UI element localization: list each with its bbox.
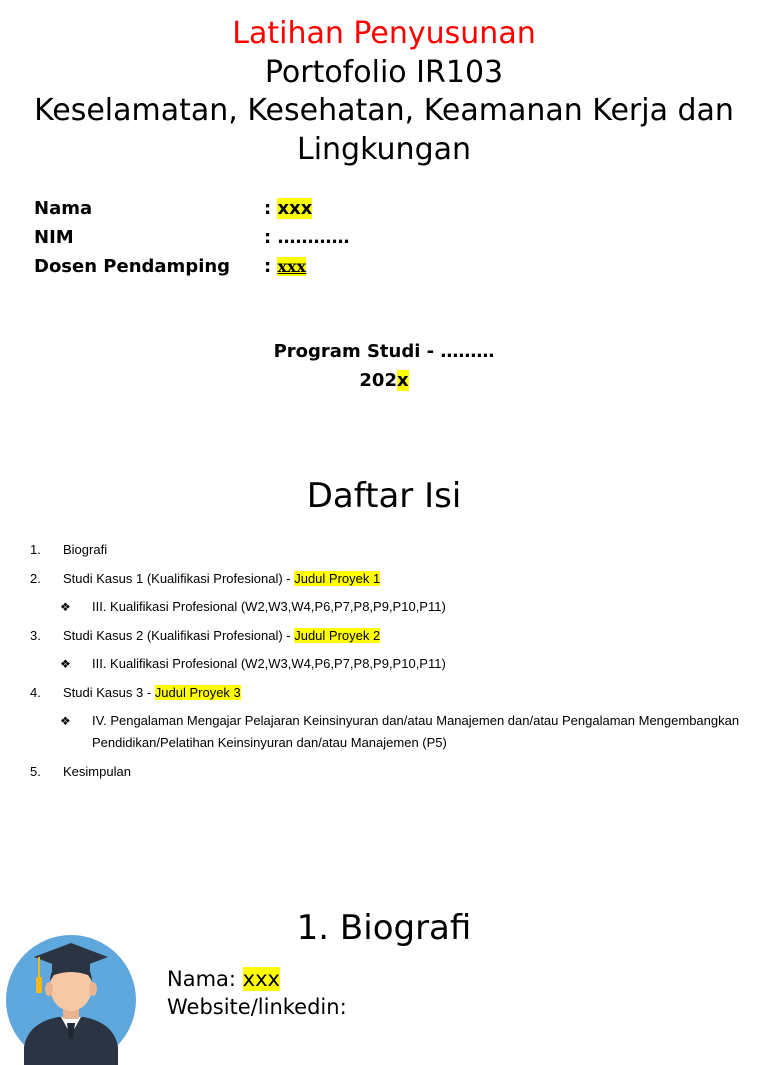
toc-num: 5. [30,764,41,779]
toc-title: Daftar Isi [306,476,462,516]
toc-item-studi-kasus-2 [63,627,380,645]
title-subject-line2: Lingkungan [296,132,472,167]
diamond-bullet-icon: ❖ [60,714,71,728]
toc-item-text: Studi Kasus 2 (Kualifikasi Profesional) - [63,628,295,643]
toc-item-kesimpulan: Kesimpulan [63,764,131,779]
toc-item-biografi: Biografi [63,542,108,557]
dosen-label: Dosen Pendamping [34,256,231,277]
dosen-value-row [264,255,306,279]
toc-num: 2. [30,571,41,586]
toc-item-highlight: Judul Proyek 3 [154,685,241,700]
nama-value-row [264,197,312,221]
title-latihan: Latihan Penyusunan [232,16,536,51]
toc-num: 4. [30,685,41,700]
toc-subitem: III. Kualifikasi Profesional (W2,W3,W4,P6,P7,P8,P9,P10,P11) [92,599,446,614]
toc-num: 1. [30,542,41,557]
nama-label: Nama [34,198,93,219]
toc-item-text: Studi Kasus 3 - [63,685,155,700]
title-subject-line1: Keselamatan, Kesehatan, Keamanan Kerja dan [34,93,734,128]
year [0,369,768,393]
graduate-avatar-icon [6,935,136,1065]
dosen-colon: : [264,256,278,277]
toc-item-text: Studi Kasus 1 (Kualifikasi Profesional) - [63,571,295,586]
nim-label: NIM [34,227,74,248]
title-portofolio: Portofolio IR103 [264,55,504,90]
diamond-bullet-icon: ❖ [60,657,71,671]
bio-nama-label: Nama: [167,967,243,991]
bio-website-label: Website/linkedin: [167,995,347,1019]
nama-colon: : [264,198,278,219]
toc-num: 3. [30,628,41,643]
toc-subitem: III. Kualifikasi Profesional (W2,W3,W4,P6,P7,P8,P9,P10,P11) [92,656,446,671]
toc-item-highlight: Judul Proyek 1 [294,571,381,586]
toc-item-highlight: Judul Proyek 2 [294,628,381,643]
biografi-title: 1. Biografi [296,908,472,948]
toc-item-studi-kasus-1 [63,570,380,588]
toc-subitem-line1: IV. Pengalaman Mengajar Pelajaran Keinsinyuran dan/atau Manajemen dan/atau Pengalaman Mengembangkan [92,713,740,728]
program-studi: Program Studi - ……… [273,341,495,362]
diamond-bullet-icon: ❖ [60,600,71,614]
bio-nama-value: xxx [242,967,280,991]
year-suffix: x [396,370,409,391]
year-prefix: 202 [359,370,397,391]
nim-value: : ………… [264,227,350,248]
toc-subitem-line2: Pendidikan/Pelatihan Keinsinyuran dan/atau Manajemen (P5) [92,735,447,750]
dosen-value: xxx [277,257,307,276]
toc-item-studi-kasus-3 [63,684,241,702]
bio-nama [167,966,280,993]
nama-value: xxx [277,198,313,219]
